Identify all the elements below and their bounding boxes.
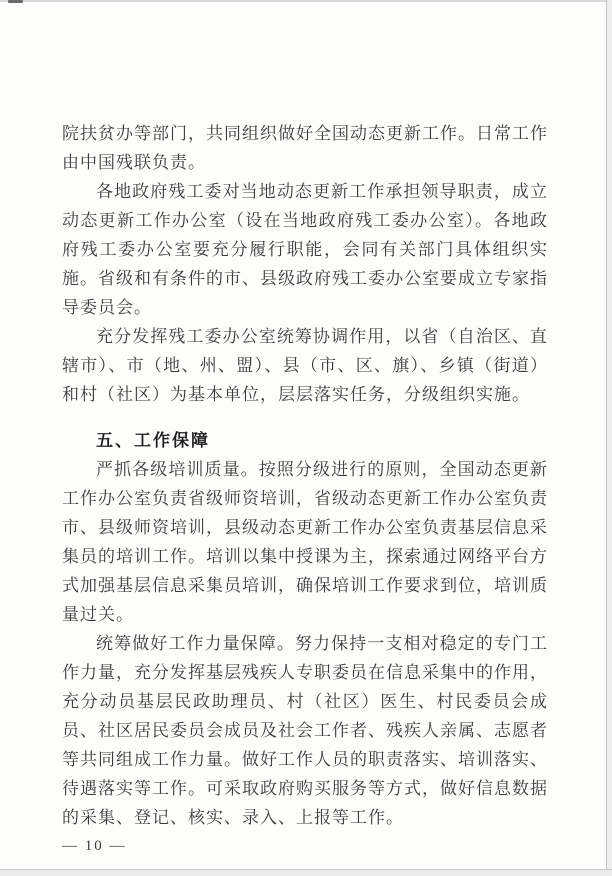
body-paragraph: 统筹做好工作力量保障。努力保持一支相对稳定的专门工作力量，充分发挥基层残疾人专职委员在信息采集中的作用，充分动员基层民政助理员、村（社区）医生、村民委员会成员、社区居民委员会成员及社会工作者、残疾人亲属、志愿者等共同组成工作力量。做好工作人员的职责落实、培训落实、待遇落实等工作。可采取政府购买服务等方式，做好信息数据的采集、登记、核实、录入、上报等工作。 <box>62 634 548 827</box>
page-number: — 10 — <box>62 838 127 854</box>
scan-edge-right <box>606 0 612 876</box>
body-paragraph: 各地政府残工委对当地动态更新工作承担领导职责，成立动态更新工作办公室（设在当地政府残工委办公室）。各地政府残工委办公室要充分履行职能，会同有关部门具体组织实施。省级和有条件的市、县级政府残工委办公室要成立专家指导委员会。 <box>62 182 548 317</box>
scan-edge-top <box>0 0 612 2</box>
body-paragraph: 严抓各级培训质量。按照分级进行的原则，全国动态更新工作办公室负责省级师资培训，省级动态更新工作办公室负责市、县级师资培训，县级动态更新工作办公室负责基层信息采集员的培训工作。培训以集中授课为主，探索通过网络平台方式加强基层信息采集员培训，确保培训工作要求到位，培训质量过关。 <box>62 460 548 624</box>
scan-edge-bottom <box>0 869 612 876</box>
section-heading-work-guarantee: 五、工作保障 <box>96 431 210 450</box>
document-body <box>62 119 548 861</box>
scan-artifact-dash <box>8 0 23 3</box>
body-paragraph-continued: 院扶贫办等部门，共同组织做好全国动态更新工作。日常工作由中国残联负责。 <box>62 124 548 172</box>
body-paragraph: 充分发挥残工委办公室统筹协调作用，以省（自治区、直辖市）、市（地、州、盟）、县（市、区、旗）、乡镇（街道）和村（社区）为基本单位，层层落实任务，分级组织实施。 <box>62 327 548 404</box>
